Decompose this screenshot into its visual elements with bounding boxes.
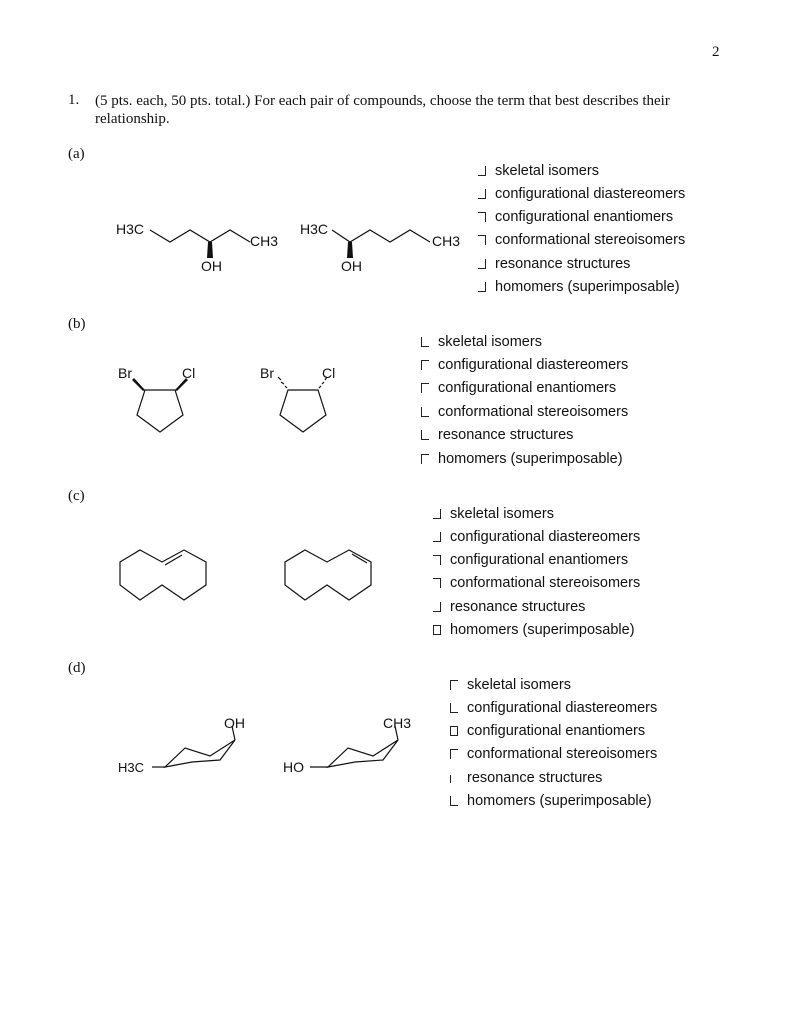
- label-ho: HO: [283, 759, 304, 775]
- structures-part-c: [110, 540, 400, 610]
- structures-part-b: [110, 360, 370, 440]
- option-b-conformational[interactable]: conformational stereoisomers: [421, 404, 628, 420]
- option-d-skeletal[interactable]: skeletal isomers: [450, 677, 571, 693]
- option-b-resonance[interactable]: resonance structures: [421, 427, 573, 443]
- option-d-conformational[interactable]: conformational stereoisomers: [450, 746, 657, 762]
- part-label-d: (d): [68, 660, 86, 676]
- option-d-homomers[interactable]: homomers (superimposable): [450, 793, 652, 809]
- label-cl: Cl: [182, 365, 196, 381]
- question-number: 1.: [68, 92, 80, 108]
- question-text: (5 pts. each, 50 pts. total.) For each pair of compounds, choose the term that best describes their relationship.: [95, 93, 670, 127]
- label-oh: OH: [201, 258, 222, 274]
- option-c-config-diastereomers[interactable]: configurational diastereomers: [433, 529, 640, 545]
- part-label-c: (c): [68, 488, 85, 504]
- label-br: Br: [260, 365, 274, 381]
- wedge-bond-icon: [347, 242, 353, 258]
- label-h3c: H3C: [118, 760, 145, 775]
- molecule-d2: [310, 726, 398, 767]
- label-oh: OH: [224, 715, 245, 731]
- molecule-d1: [152, 726, 235, 767]
- label-h3c: H3C: [116, 221, 145, 237]
- option-a-config-enantiomers[interactable]: configurational enantiomers: [478, 209, 673, 225]
- molecule-c1: [120, 550, 206, 600]
- option-b-config-diastereomers[interactable]: configurational diastereomers: [421, 357, 628, 373]
- wedge-bond-icon: [132, 378, 145, 391]
- option-c-config-enantiomers[interactable]: configurational enantiomers: [433, 552, 628, 568]
- option-a-conformational[interactable]: conformational stereoisomers: [478, 232, 685, 248]
- label-ch3: CH3: [432, 233, 461, 249]
- option-d-config-enantiomers[interactable]: configurational enantiomers: [450, 723, 645, 739]
- page-number: 2: [712, 44, 720, 60]
- part-label-a: (a): [68, 146, 85, 162]
- label-h3c: H3C: [300, 221, 329, 237]
- option-c-skeletal[interactable]: skeletal isomers: [433, 506, 554, 522]
- option-c-homomers[interactable]: homomers (superimposable): [433, 622, 635, 638]
- option-b-config-enantiomers[interactable]: configurational enantiomers: [421, 380, 616, 396]
- option-a-skeletal[interactable]: skeletal isomers: [478, 163, 599, 179]
- option-d-config-diastereomers[interactable]: configurational diastereomers: [450, 700, 657, 716]
- molecule-b1: [137, 390, 183, 432]
- option-c-resonance[interactable]: resonance structures: [433, 599, 585, 615]
- option-b-homomers[interactable]: homomers (superimposable): [421, 451, 623, 467]
- label-oh: OH: [341, 258, 362, 274]
- label-ch3: CH3: [383, 715, 412, 731]
- option-b-skeletal[interactable]: skeletal isomers: [421, 334, 542, 350]
- structures-part-a: [100, 200, 500, 280]
- option-a-homomers[interactable]: homomers (superimposable): [478, 279, 680, 295]
- option-c-conformational[interactable]: conformational stereoisomers: [433, 575, 640, 591]
- label-cl: Cl: [322, 365, 336, 381]
- molecule-a2: [332, 230, 430, 242]
- option-d-resonance[interactable]: resonance structures: [450, 770, 602, 786]
- label-ch3: CH3: [250, 233, 279, 249]
- molecule-b2: [278, 377, 327, 432]
- molecule-a1: [150, 230, 250, 242]
- label-br: Br: [118, 365, 132, 381]
- part-label-b: (b): [68, 316, 86, 332]
- wedge-bond-icon: [207, 242, 213, 258]
- option-a-resonance[interactable]: resonance structures: [478, 256, 630, 272]
- option-a-config-diastereomers[interactable]: configurational diastereomers: [478, 186, 685, 202]
- molecule-c2: [285, 550, 371, 600]
- structures-part-d: [110, 712, 420, 782]
